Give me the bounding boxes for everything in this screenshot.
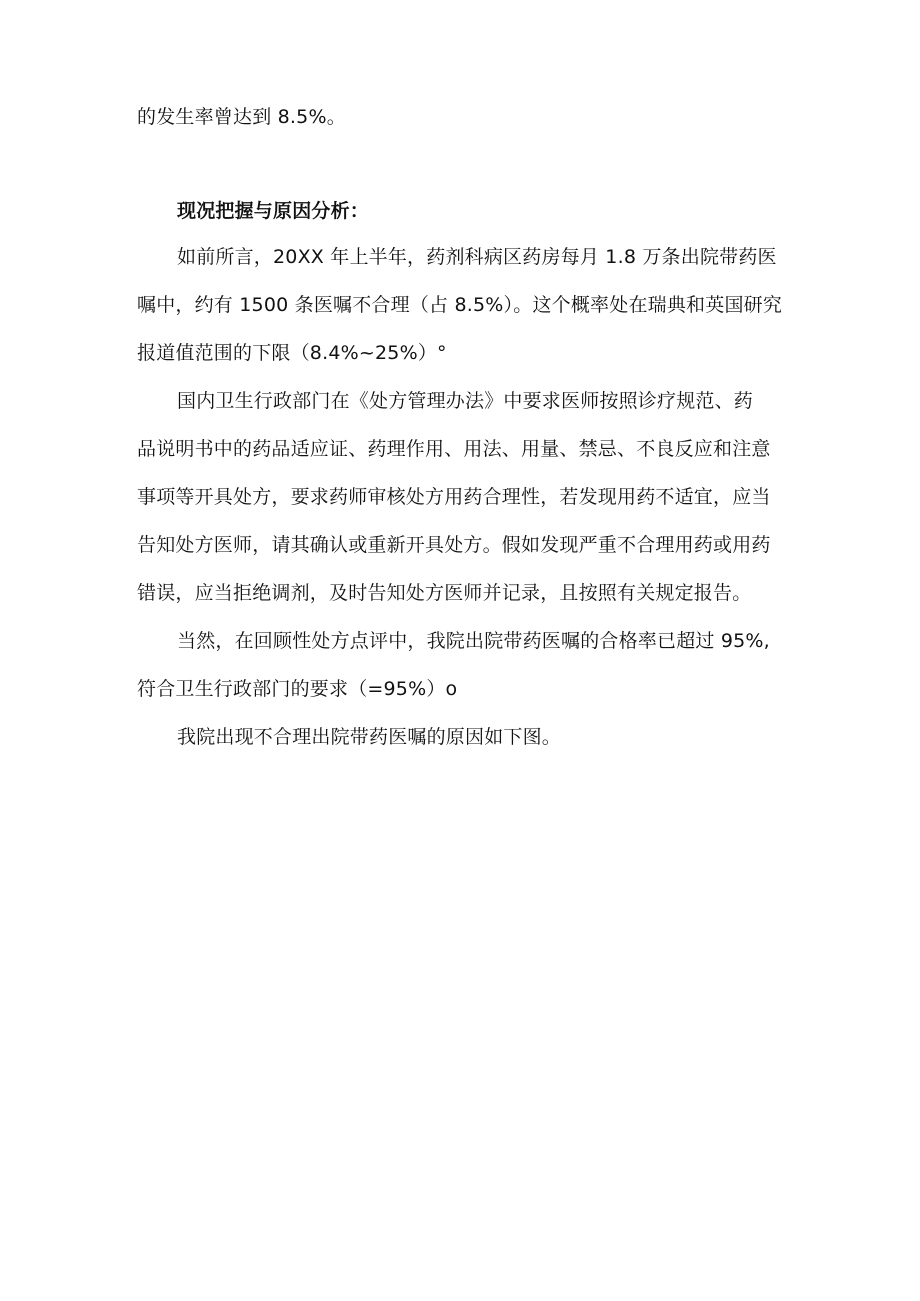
paragraph-1-line-1: 如前所言，20XX 年上半年，药剂科病区药房每月 1.8 万条出院带药医 xyxy=(177,246,777,268)
paragraph-2-line-5: 错误，应当拒绝调剂，及时告知处方医师并记录，且按照有关规定报告。 xyxy=(137,582,752,604)
paragraph-2-line-4: 告知处方医师，请其确认或重新开具处方。假如发现严重不合理用药或用药 xyxy=(137,534,771,556)
paragraph-1-line-3: 报道值范围的下限（8.4%~25%）° xyxy=(137,342,447,364)
paragraph-3-line-1: 当然，在回顾性处方点评中，我院出院带药医嘱的合格率已超过 95%, xyxy=(177,630,770,652)
section-heading: 现况把握与原因分析： xyxy=(177,200,370,222)
paragraph-line-continuation: 的发生率曾达到 8.5%。 xyxy=(137,106,346,128)
paragraph-2-line-3: 事项等开具处方，要求药师审核处方用药合理性，若发现用药不适宜，应当 xyxy=(137,486,771,508)
paragraph-4-line-1: 我院出现不合理出院带药医嘱的原因如下图。 xyxy=(177,726,562,748)
paragraph-1-line-2: 嘱中，约有 1500 条医嘱不合理（占 8.5%）。这个概率处在瑞典和英国研究 xyxy=(137,294,783,316)
paragraph-2-line-2: 品说明书中的药品适应证、药理作用、用法、用量、禁忌、不良反应和注意 xyxy=(137,438,771,460)
paragraph-3-line-2: 符合卫生行政部门的要求（=95%）o xyxy=(137,678,458,700)
paragraph-2-line-1: 国内卫生行政部门在《处方管理办法》中要求医师按照诊疗规范、药 xyxy=(177,390,754,412)
